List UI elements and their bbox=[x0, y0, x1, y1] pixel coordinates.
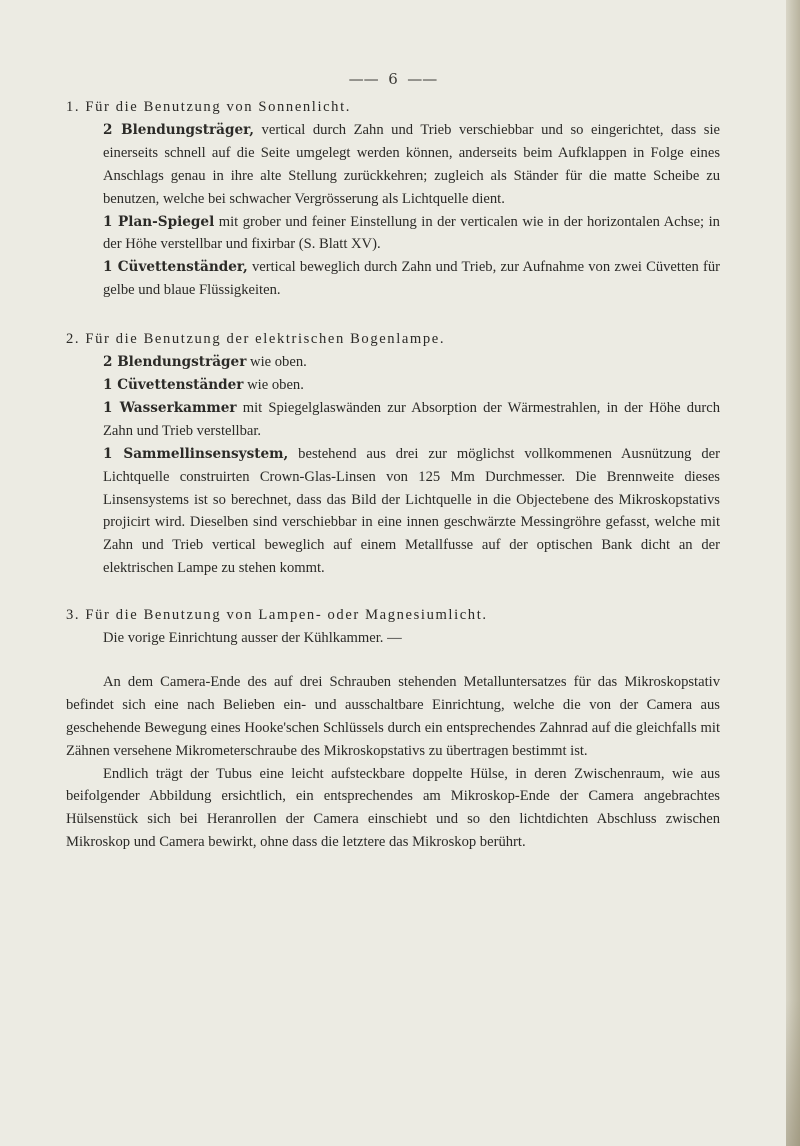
document-body bbox=[66, 96, 720, 854]
item-term: 1 Plan-Spiegel bbox=[103, 213, 215, 230]
item-term: 1 Cüvettenständer, bbox=[103, 259, 248, 276]
page-edge bbox=[786, 0, 800, 1146]
item-text: vertical durch Zahn und Trieb verschiebbar und so eingerichtet, dass sie einerseits schnell auf die Seite umgelegt werden können, anderseits beim Aufklappen in Folge eines Anschlags genau in ihre alte Stellung zurückkehren; zugleich als Ständer für die matte Scheibe zu benutzen, welche bei schwacher Vergrösserung als Lichtquelle dient. bbox=[103, 121, 720, 207]
item-term: 2 Blendungsträger, bbox=[103, 121, 255, 138]
body-paragraph: Endlich trägt der Tubus eine leicht aufsteckbare doppelte Hülse, in deren Zwischenraum, wie aus beifolgender Abbildung ersichtlich, ein entsprechendes am Mikroskop-Ende der Camera angebrachtes Hülsenstück sich bei Heranrollen der Camera einschiebt und so den lichtdichten Abschluss zwischen Mikroskop und Camera bewirkt, ohne dass die letztere das Mikroskop berührt. bbox=[66, 765, 720, 851]
list-item bbox=[103, 256, 720, 302]
item-term: 1 Cüvettenständer bbox=[103, 376, 244, 393]
section-3-text: Die vorige Einrichtung ausser der Kühlkammer. — bbox=[103, 630, 402, 647]
list-item bbox=[103, 397, 720, 443]
item-text: wie oben. bbox=[243, 376, 304, 393]
list-item bbox=[103, 351, 720, 374]
list-item bbox=[103, 211, 720, 257]
item-text: mit Spiegelglaswänden zur Absorption der Wärmestrahlen, in der Höhe durch Zahn und Trieb verstellbar. bbox=[103, 399, 720, 439]
body-paragraph: An dem Camera-Ende des auf drei Schrauben stehenden Metalluntersatzes für das Mikroskopstativ befindet sich eine nach Belieben ein- und ausschaltbare Einrichtung, welche die von der Camera aus geschehende Bewegung eines Hooke'schen Schlüssels durch ein entsprechendes Zahnrad auf die gleichfalls mit Zähnen versehene Mikrometerschraube des Mikroskopstativs zu übertragen bestimmt ist. bbox=[66, 673, 720, 759]
section-2-heading: 2. Für die Benutzung der elektrischen Bogenlampe. bbox=[66, 331, 446, 348]
item-text: mit grober und feiner Einstellung in der verticalen wie in der horizontalen Achse; in der Höhe verstellbar und fixirbar (S. Blatt XV). bbox=[103, 213, 720, 253]
page-edge-stain bbox=[786, 1000, 800, 1146]
item-text: bestehend aus drei zur möglichst vollkommenen Ausnützung der Lichtquelle construirten Crown-Glas-Linsen von 125 Mm Durchmesser. Die Brennweite dieses Linsensystems ist so berechnet, dass das Bild der Lichtquelle in die Objectebene des Mikroskopstativs projicirt wird. Dieselben sind verschiebbar in eine innen geschwärzte Messingröhre gefasst, welche mit Zahn und Trieb vertical beweglich auf einem Metallfusse auf der optischen Bank dicht an der elektrischen Lampe zu stehen kommt. bbox=[103, 445, 721, 577]
list-item bbox=[103, 374, 720, 397]
page-number-value: 6 bbox=[388, 70, 398, 88]
item-term: 1 Wasserkammer bbox=[103, 399, 237, 416]
list-item bbox=[103, 119, 720, 211]
item-text: wie oben. bbox=[246, 354, 307, 371]
page-number: —— 6 —— bbox=[348, 70, 438, 88]
item-term: 2 Blendungsträger bbox=[103, 354, 247, 371]
section-3-heading: 3. Für die Benutzung von Lampen- oder Magnesiumlicht. bbox=[66, 607, 488, 624]
item-term: 1 Sammellinsensystem, bbox=[103, 445, 289, 462]
item-text: vertical beweglich durch Zahn und Trieb, zur Aufnahme von zwei Cüvetten für gelbe und blaue Flüssigkeiten. bbox=[103, 259, 720, 299]
list-item bbox=[103, 443, 720, 580]
section-1-heading: 1. Für die Benutzung von Sonnenlicht. bbox=[66, 99, 351, 115]
